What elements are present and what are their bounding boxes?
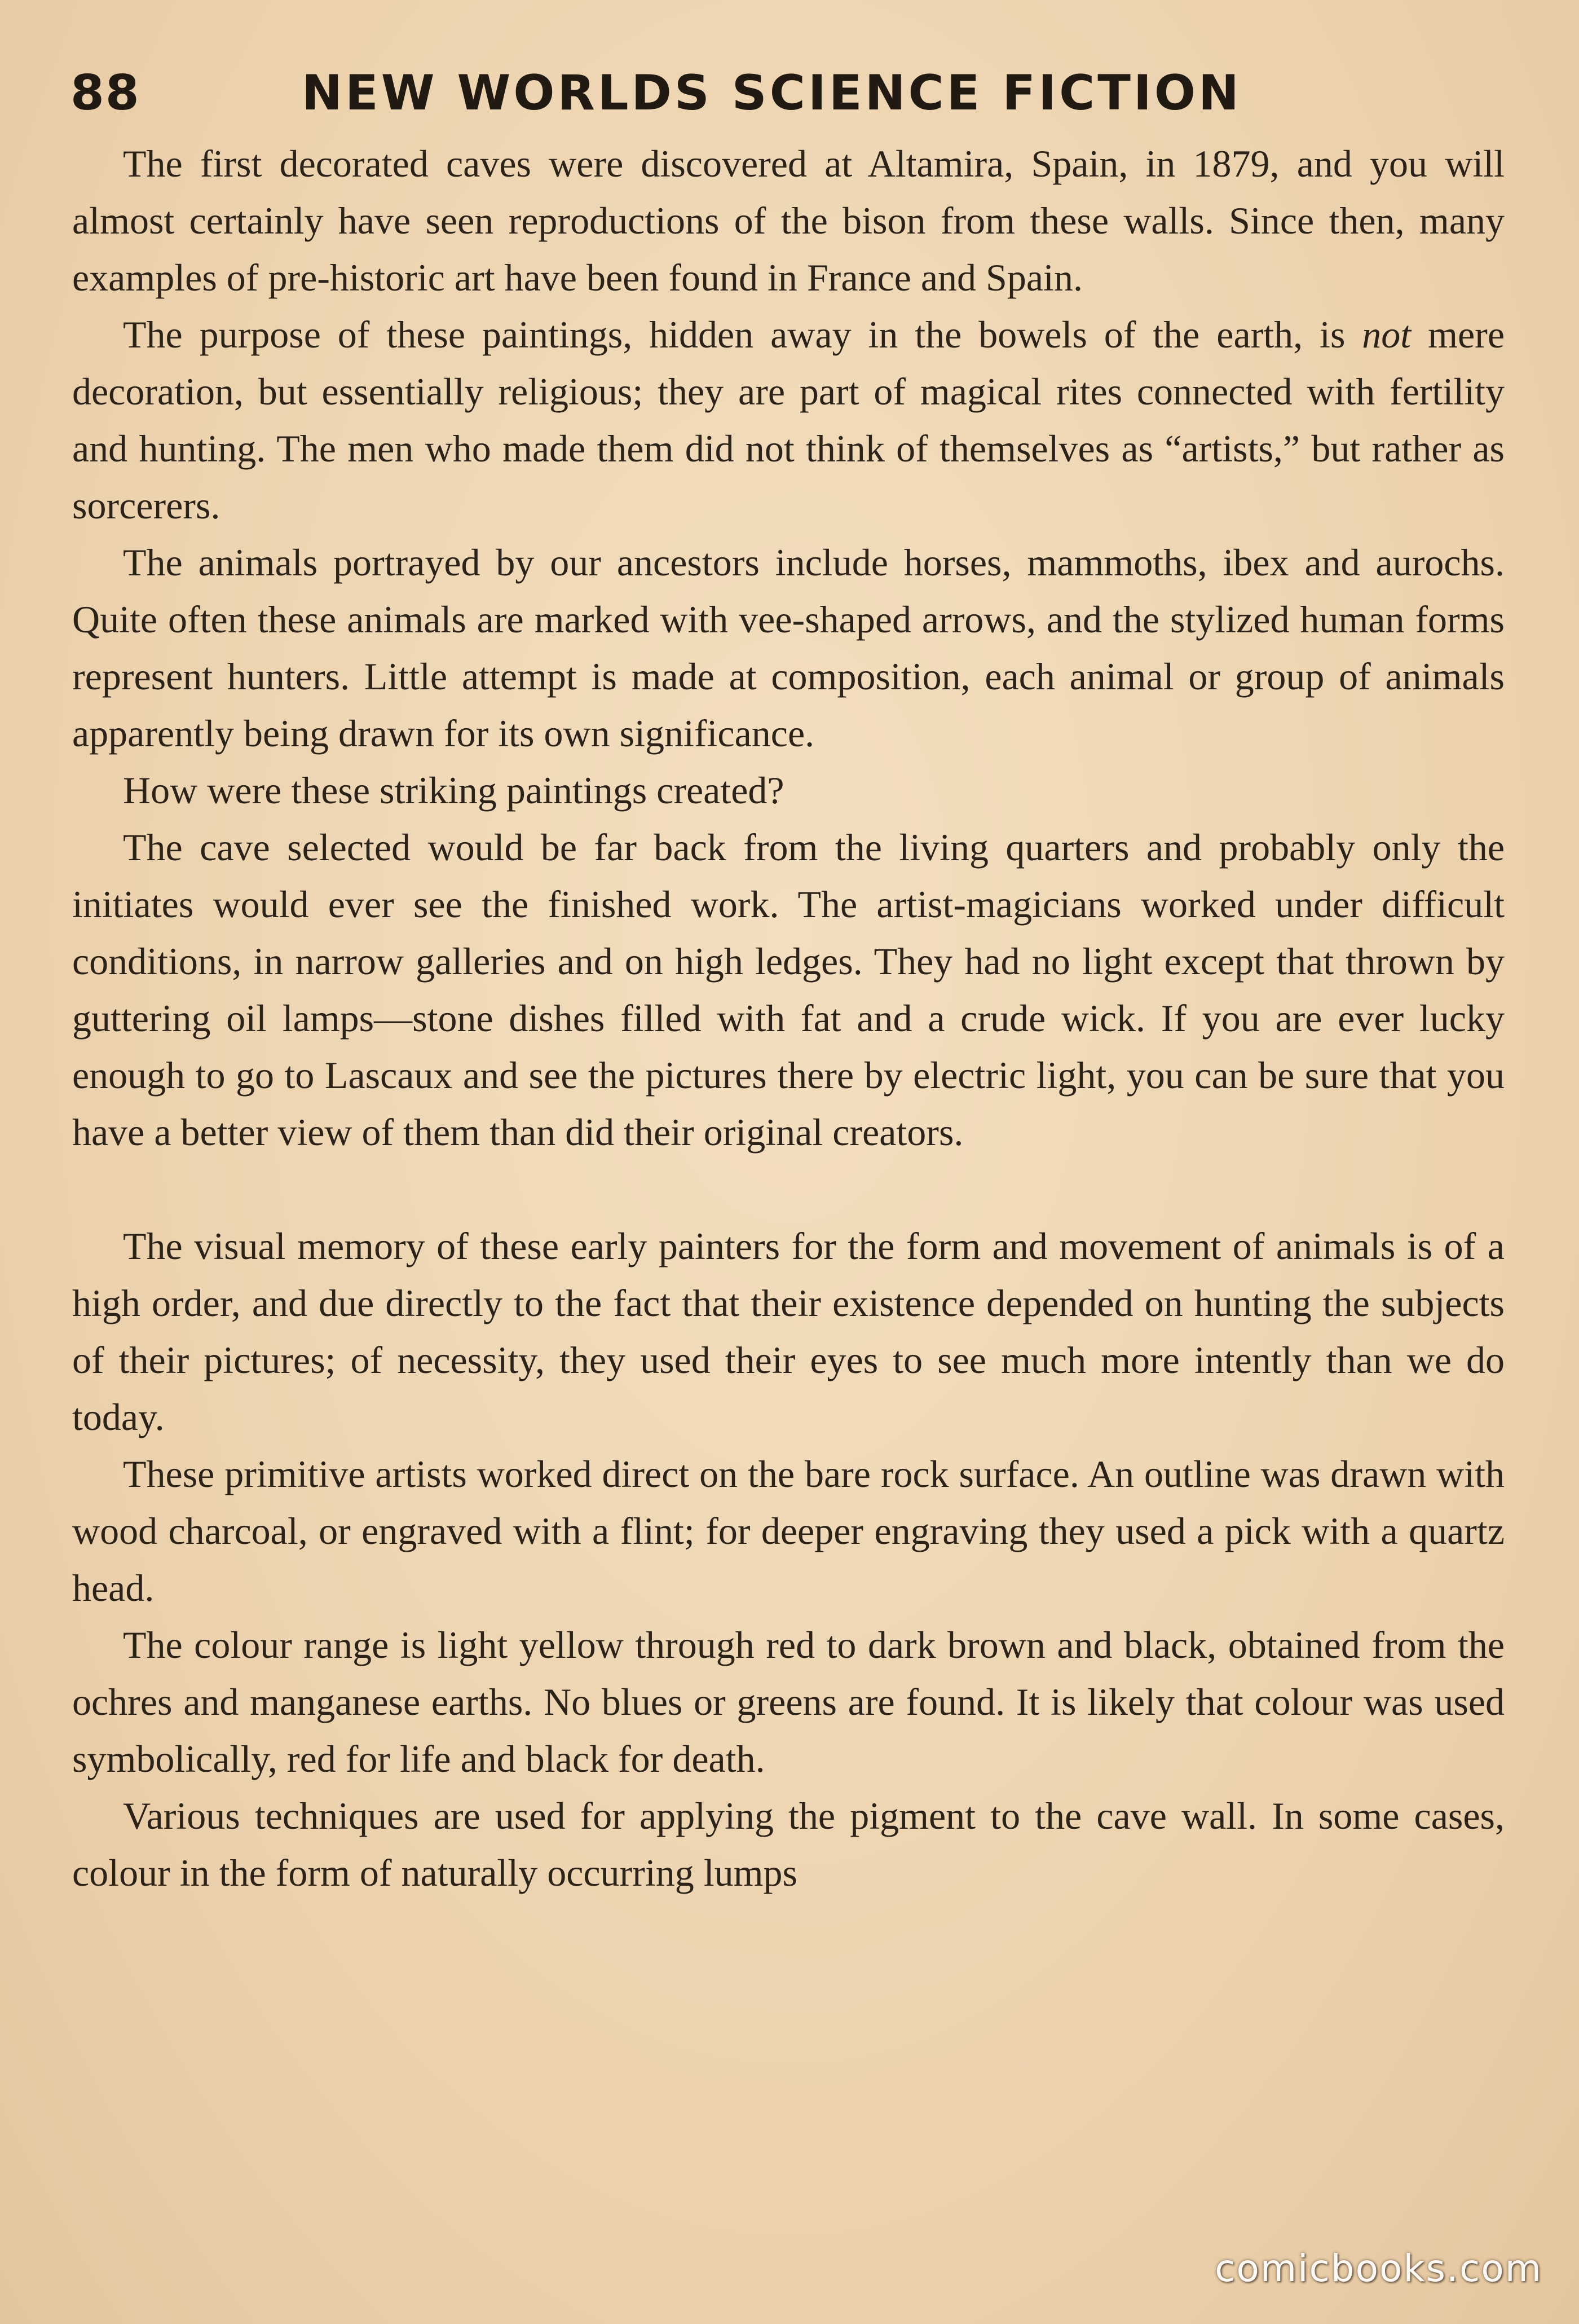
page-number: 88 xyxy=(70,65,140,121)
section-break xyxy=(72,1161,1505,1218)
paragraph-purpose-start: The purpose of these paintings, hidden away in the bowels of the earth, is xyxy=(123,313,1362,356)
emphasis-not: not xyxy=(1362,313,1412,356)
paragraph-purpose xyxy=(72,306,1505,534)
paragraph-question: How were these striking paintings created? xyxy=(123,769,784,812)
running-title: NEW WORLDS SCIENCE FICTION xyxy=(302,65,1242,121)
paragraph-visual-memory: The visual memory of these early painters for the form and movement of animals is of a high order, and due directly to the fact that their existence depended on hunting the subjects of their pictures; of necessity, they used their eyes to see much more intently than we do today. xyxy=(72,1225,1505,1438)
page-header xyxy=(70,56,1514,130)
article-body xyxy=(72,135,1505,1902)
site-watermark: comicbooks.com xyxy=(1215,2247,1542,2290)
paragraph-cave-selected: The cave selected would be far back from the living quarters and probably only the initiates would ever see the finished work. The artist-magicians worked under difficult conditions, in narrow galleries and on high ledges. They had no light except that thrown by guttering oil lamps—stone dishes filled with fat and a crude wick. If you are ever lucky enough to go to Lascaux and see the pictures there by electric light, you can be sure that you have a better view of them than did their original creators. xyxy=(72,826,1505,1154)
paragraph-colour-range: The colour range is light yellow through red to dark brown and black, obtained from the ochres and manganese earths. No blues or greens are found. It is likely that colour was used symbolically, red for life and black for death. xyxy=(72,1623,1505,1780)
paragraph-purpose-end: mere decoration, but essentially religious; they are part of magical rites connected with fertility and hunting. The men who made them did not think of themselves as “artists,” but rather as sorcerers. xyxy=(72,313,1505,527)
paragraph-animals: The animals portrayed by our ancestors include horses, mammoths, ibex and aurochs. Quite often these animals are marked with vee-shaped arrows, and the stylized human forms represent hunters. Little attempt is made at composition, each animal or group of animals apparently being drawn for its own significance. xyxy=(72,541,1505,755)
paragraph-primitive-artists: These primitive artists worked direct on the bare rock surface. An outline was drawn with wood charcoal, or engraved with a flint; for deeper engraving they used a pick with a quartz head. xyxy=(72,1452,1505,1609)
paragraph-techniques: Various techniques are used for applying the pigment to the cave wall. In some cases, colour in the form of naturally occurring lumps xyxy=(72,1794,1505,1894)
paragraph-altamira: The first decorated caves were discovered at Altamira, Spain, in 1879, and you will almost certainly have seen reproductions of the bison from these walls. Since then, many examples of pre-historic art have been found in France and Spain. xyxy=(72,142,1505,299)
